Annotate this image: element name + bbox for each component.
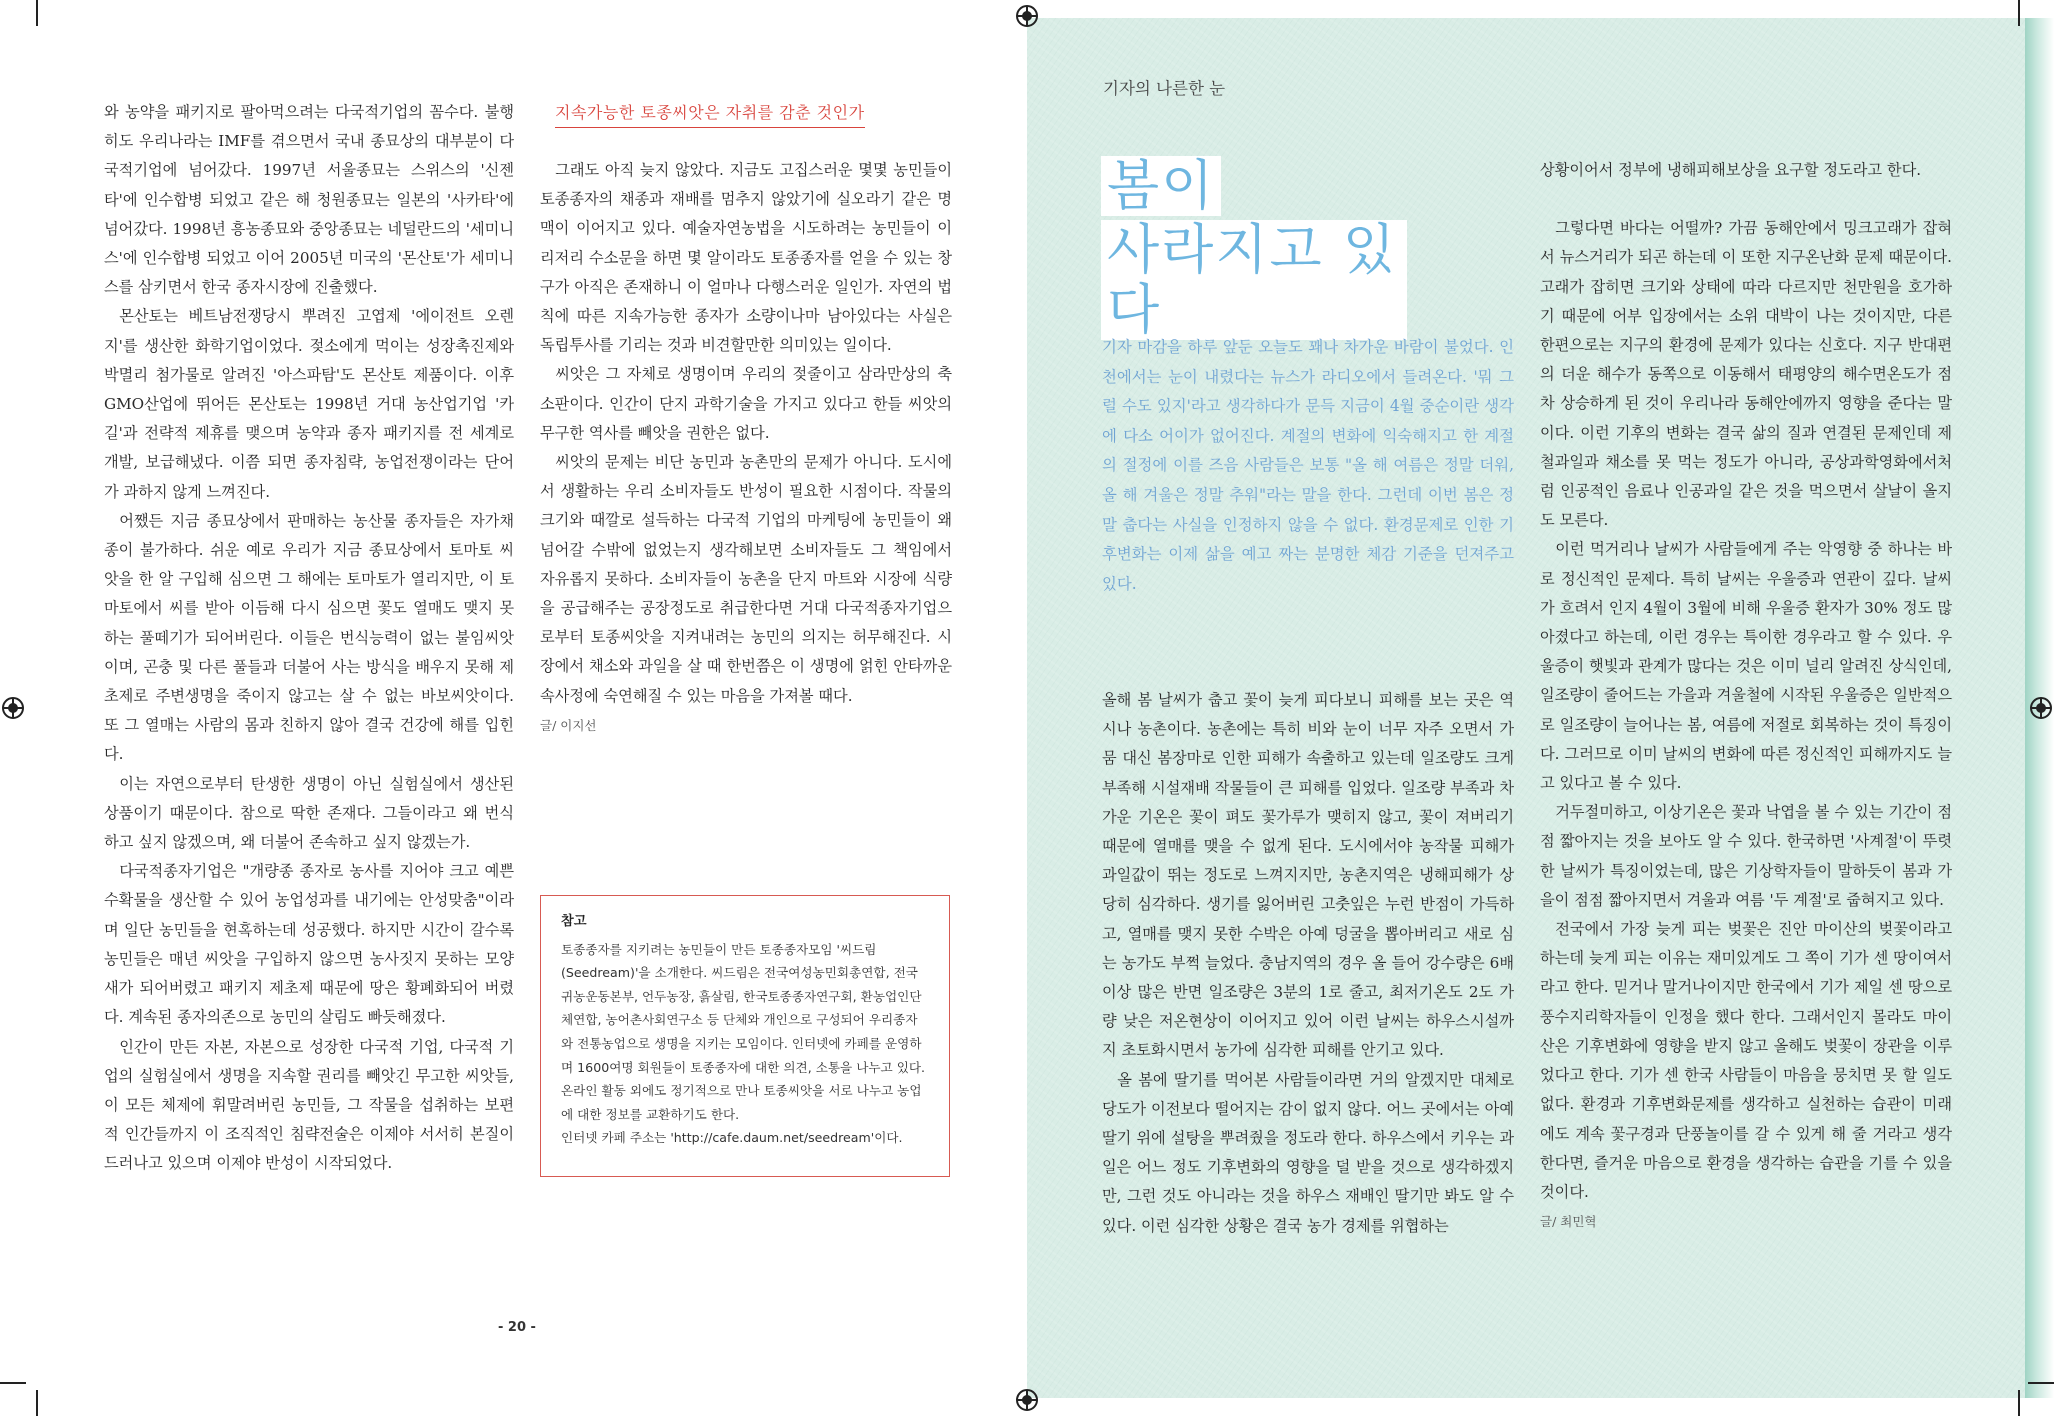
crop-mark	[0, 1382, 26, 1384]
crop-mark	[2028, 1382, 2054, 1384]
paragraph: 씨앗은 그 자체로 생명이며 우리의 젖줄이고 삼라만상의 축소판이다. 인간이 단지 과학기술을 가지고 있다고 한들 씨앗의 무구한 역사를 빼앗을 권한은 없다.	[540, 365, 952, 442]
title-line: 봄이	[1101, 156, 1221, 216]
article-column-2	[540, 156, 952, 740]
article-column-4	[1540, 156, 1952, 1236]
paragraph: 그렇다면 바다는 어떨까? 가끔 동해안에서 밍크고래가 잡혀서 뉴스거리가 되곤 하는데 이 또한 지구온난화 문제 때문이다. 고래가 잡히면 크기와 상태에 따라 다르지만 천만원을 호가하기 때문에 어부 입장에서는 소위 대박이 나는 것이지만, 다른 한편으로는 지구의 환경에 문제가 있다는 신호다. 지구 반대편의 더운 해수가 동쪽으로 이동해서 태평양의 해수면온도가 점차 상승하게 된 것이 우리나라 동해안에까지 영향을 준다는 말이다. 이런 기후의 변화는 결국 삶의 질과 연결된 문제인데 제철과일과 채소를 못 먹는 정도가 아니라, 공상과학영화에서처럼 인공적인 음료나 인공과일 같은 것을 먹으면서 살날이 올지도 모른다.	[1540, 219, 1952, 530]
byline: 글/ 최민혁	[1540, 1214, 1597, 1230]
registration-mark-bottom-icon	[1016, 1389, 1038, 1411]
reference-url-line: 인터넷 카페 주소는 'http://cafe.daum.net/seedream'이다.	[561, 1130, 903, 1146]
paragraph: 씨앗의 문제는 비단 농민과 농촌만의 문제가 아니다. 도시에서 생활하는 우리 소비자들도 반성이 필요한 시점이다. 작물의 크기와 때깔로 설득하는 다국적 기업의 마케팅에 농민들이 왜 넘어갈 수밖에 없었는지 생각해보면 소비자들도 그 책임에서 자유롭지 못하다. 소비자들이 농촌을 단지 마트와 시장에 식량을 공급해주는 공장정도로 취급한다면 거대 다국적종자기업으로부터 토종씨앗을 지켜내려는 농민의 의지는 허무해진다. 시장에서 채소와 과일을 살 때 한번쯤은 이 생명에 얽힌 안타까운 속사정에 숙연해질 수 있는 마음을 가져볼 때다.	[540, 453, 952, 705]
registration-mark-top-icon	[1016, 5, 1038, 27]
paragraph: 전국에서 가장 늦게 피는 벚꽃은 진안 마이산의 벚꽃이라고 하는데 늦게 피는 이유는 재미있게도 그 쪽이 기가 센 땅이여서 라고 한다. 믿거나 말거나이지만 한국에서 기가 제일 센 땅으로 풍수지리학자들이 인정을 했다 한다. 그래서인지 몰라도 마이산은 기후변화에 영향을 받지 않고 올해도 벚꽃이 장관을 이루었다고 한다. 기가 센 한국 사람들이 마음을 뭉치면 못 할 일도 없다. 환경과 기후변화문제를 생각하고 실천하는 습관이 미래에도 계속 꽃구경과 단풍놀이를 갈 수 있게 해 줄 거라고 생각한다면, 즐거운 마음으로 환경을 생각하는 습관을 기를 수 있을 것이다.	[1540, 920, 1952, 1201]
paragraph: 이는 자연으로부터 탄생한 생명이 아닌 실험실에서 생산된 상품이기 때문이다. 참으로 딱한 존재다. 그들이라고 왜 번식하고 싶지 않겠으며, 왜 더불어 존속하고 싶지 않겠는가.	[104, 774, 514, 852]
section-heading: 지속가능한 토종씨앗은 자취를 감춘 것인가	[555, 100, 865, 128]
crop-mark	[2018, 0, 2020, 26]
paragraph: 이런 먹거리나 날씨가 사람들에게 주는 악영향 중 하나는 바로 정신적인 문제다. 특히 날씨는 우울증과 연관이 깊다. 날씨가 흐려서 인지 4월이 3월에 비해 우울증 환자가 30% 정도 많아졌다고 하는데, 이런 경우는 특이한 경우라고 할 수 있다. 우울증이 햇빛과 관계가 많다는 것은 이미 널리 알려진 상식인데, 일조량이 줄어드는 가을과 겨울철에 시작된 우울증은 일반적으로 일조량이 늘어나는 봄, 여름에 저절로 회복하는 것이 특징이다. 그러므로 이미 날씨의 변화에 따른 정신적인 피해까지도 늘고 있다고 볼 수 있다.	[1540, 540, 1952, 793]
registration-mark-right-icon	[2030, 697, 2052, 719]
crop-mark	[2018, 1390, 2020, 1416]
paragraph: 와 농약을 패키지로 팔아먹으려는 다국적기업의 꼼수다. 불행히도 우리나라는 IMF를 겪으면서 국내 종묘상의 대부분이 다국적기업에 넘어갔다. 1997년 서울종묘는 스위스의 '신젠타'에 인수합병 되었고 같은 해 청원종묘는 일본의 '사카타'에 넘어갔다. 1998년 흥농종묘와 중앙종묘는 네덜란드의 '세미니스'에 인수합병 되었고 이어 2005년 미국의 '몬산토'가 세미니스를 삼키면서 한국 종자시장에 진출했다.	[104, 103, 514, 297]
byline: 글/ 이지선	[540, 717, 597, 733]
paragraph: 상황이어서 정부에 냉해피해보상을 요구할 정도라고 한다.	[1540, 161, 1922, 179]
crop-mark	[36, 0, 38, 26]
reference-body: 토종종자를 지키려는 농민들이 만든 토종종자모임 '씨드림(Seedream)'을 소개한다. 씨드림은 전국여성농민회총연합, 전국귀농운동본부, 언두농장, 흙살림, 한국토종종자연구회, 환농업인단체연합, 농어촌사회연구소 등 단체와 개인으로 구성되어 우리종자와 전통농업으로 생명을 지키는 모임이다. 인터넷에 카페를 운영하며 1600여명 회원들이 토종종자에 대한 의견, 소통을 나누고 있다. 온라인 활동 외에도 정기적으로 만나 토종씨앗을 서로 나누고 농업에 대한 정보를 교환하기도 한다.	[561, 941, 926, 1122]
title-line: 사라지고 있다	[1101, 220, 1407, 340]
column-label: 기자의 나른한 눈	[1103, 79, 1226, 98]
crop-mark	[36, 1390, 38, 1416]
paragraph: 올 봄에 딸기를 먹어본 사람들이라면 거의 알겠지만 대체로 당도가 이전보다 떨어지는 감이 없지 않다. 어느 곳에서는 아예 딸기 위에 설탕을 뿌려줬을 정도라 한다. 하우스에서 키우는 과일은 어느 정도 기후변화의 영향을 덜 받을 것으로 생각하겠지만, 그런 것도 아니라는 것을 하우스 재배인 딸기만 봐도 알 수 있다. 이런 심각한 상황은 결국 농가 경제를 위협하는	[1102, 1070, 1514, 1235]
reference-title: 참고	[561, 914, 587, 929]
paragraph: 어쨌든 지금 종묘상에서 판매하는 농산물 종자들은 자가채종이 불가하다. 쉬운 예로 우리가 지금 종묘상에서 토마토 씨앗을 한 알 구입해 심으면 그 해에는 토마토가 열리지만, 이 토마토에서 씨를 받아 이듬해 다시 심으면 꽃도 열매도 맺지 못하는 풀떼기가 되어버린다. 이들은 번식능력이 없는 불임씨앗이며, 곤충 및 다른 풀들과 더불어 사는 방식을 배우지 못해 제초제로 주변생명을 죽이지 않고는 살 수 없는 바보씨앗이다. 또 그 열매는 사람의 몸과 친하지 않아 결국 건강에 해를 입힌다.	[104, 511, 514, 764]
registration-mark-left-icon	[2, 697, 24, 719]
paragraph: 다국적종자기업은 "개량종 종자로 농사를 지어야 크고 예쁜 수확물을 생산할 수 있어 농업성과를 내기에는 안성맞춤"이라며 일단 농민들을 현혹하는데 성공했다. 하지만 시간이 갈수록 농민들은 매년 씨앗을 구입하지 않으면 농사짓지 못하는 모양새가 되어버렸고 패키지 제초제 때문에 땅은 황폐화되어 버렸다. 계속된 종자의존으로 농민의 살림도 빠듯해졌다.	[104, 862, 514, 1027]
paragraph: 거두절미하고, 이상기온은 꽃과 낙엽을 볼 수 있는 기간이 점점 짧아지는 것을 보아도 알 수 있다. 한국하면 '사계절'이 뚜렷한 날씨가 특징이었는데, 많은 기상학자들이 말하듯이 봄과 가을이 점점 짧아지면서 겨울과 여름 '두 계절'로 줍혀지고 있다.	[1540, 803, 1952, 909]
article-column-3	[1102, 686, 1514, 1241]
page-number: - 20 -	[498, 1320, 536, 1335]
article-column-1	[104, 98, 514, 1179]
paragraph: 몬산토는 베트남전쟁당시 뿌려진 고엽제 '에이전트 오렌지'를 생산한 화학기업이었다. 젖소에게 먹이는 성장촉진제와 박멸리 첨가물로 알려진 '아스파탐'도 몬산토 제품이다. 이후 GMO산업에 뛰어든 몬산토는 1998년 거대 농산업기업 '카길'과 전략적 제휴를 맺으며 농약과 종자 패키지를 전 세계로 개발, 보급해냈다. 이쯤 되면 종자침략, 농업전쟁이라는 단어가 과하지 않게 느껴진다.	[104, 307, 514, 501]
article-lead: 기자 마감을 하루 앞둔 오늘도 꽤나 차가운 바람이 불었다. 인천에서는 눈이 내렸다는 뉴스가 라디오에서 들려온다. '뭐 그럴 수도 있지'라고 생각하다가 문득 지금이 4월 중순이란 생각에 다소 어이가 없어진다. 계절의 변화에 익숙해지고 한 계절의 절정에 이를 즈음 사람들은 보통 "올 해 여름은 정말 더워, 올 해 겨울은 정말 추워"라는 말을 한다. 그런데 이번 봄은 정말 춥다는 사실을 인정하지 않을 수 없다. 환경문제로 인한 기후변화는 이제 삶을 예고 짜는 분명한 체감 기준을 던져주고 있다.	[1102, 338, 1514, 593]
paragraph: 인간이 만든 자본, 자본으로 성장한 다국적 기업, 다국적 기업의 실험실에서 생명을 지속할 권리를 빼앗긴 무고한 씨앗들, 이 모든 체제에 휘말려버린 농민들, 그 작물을 섭취하는 보편적 인간들까지 이 조직적인 침략전술은 이제야 서서히 본질이 드러나고 있으며 이제야 반성이 시작되었다.	[104, 1037, 514, 1173]
reference-box	[540, 895, 950, 1177]
paragraph: 그래도 아직 늦지 않았다. 지금도 고집스러운 몇몇 농민들이 토종종자의 채종과 재배를 멈추지 않았기에 실오라기 같은 명맥이 이어지고 있다. 예술자연농법을 시도하려는 농민들이 이리저리 수소문을 하면 몇 알이라도 토종종자를 얻을 수 있는 창구가 아직은 존재하니 이 얼마나 다행스러운 일인가. 자연의 법칙에 따른 지속가능한 종자가 소량이나마 남아있다는 사실은 독립투사를 기리는 것과 비견할만한 의미있는 일이다.	[540, 161, 952, 355]
paragraph: 올해 봄 날씨가 춥고 꽃이 늦게 피다보니 피해를 보는 곳은 역시나 농촌이다. 농촌에는 특히 비와 눈이 너무 자주 오면서 가뭄 대신 봄장마로 인한 피해가 속출하고 있는데 일조량도 크게 부족해 시설재배 작물들이 큰 피해를 입었다. 일조량 부족과 차가운 기온은 꽃이 펴도 꽃가루가 맺히지 않고, 꽃이 져버리기 때문에 열매를 맺을 수 없게 된다. 도시에서야 농작물 피해가 과일값이 뛰는 정도로 느껴지지만, 농촌지역은 냉해피해가 상당히 심각하다. 생기를 잃어버린 고춧잎은 누런 반점이 가득하고, 열매를 맺지 못한 수박은 아예 덩굴을 뽑아버리고 새로 심는 농가도 부쩍 늘었다. 충남지역의 경우 올 들어 강수량은 6배 이상 많은 반면 일조량은 3분의 1로 줄고, 최저기온도 2도 가량 낮은 저온현상이 이어지고 있어 이런 날씨는 하우스시설까지 초토화시면서 농가에 심각한 피해를 안기고 있다.	[1102, 691, 1514, 1060]
article-title	[1101, 156, 1407, 344]
